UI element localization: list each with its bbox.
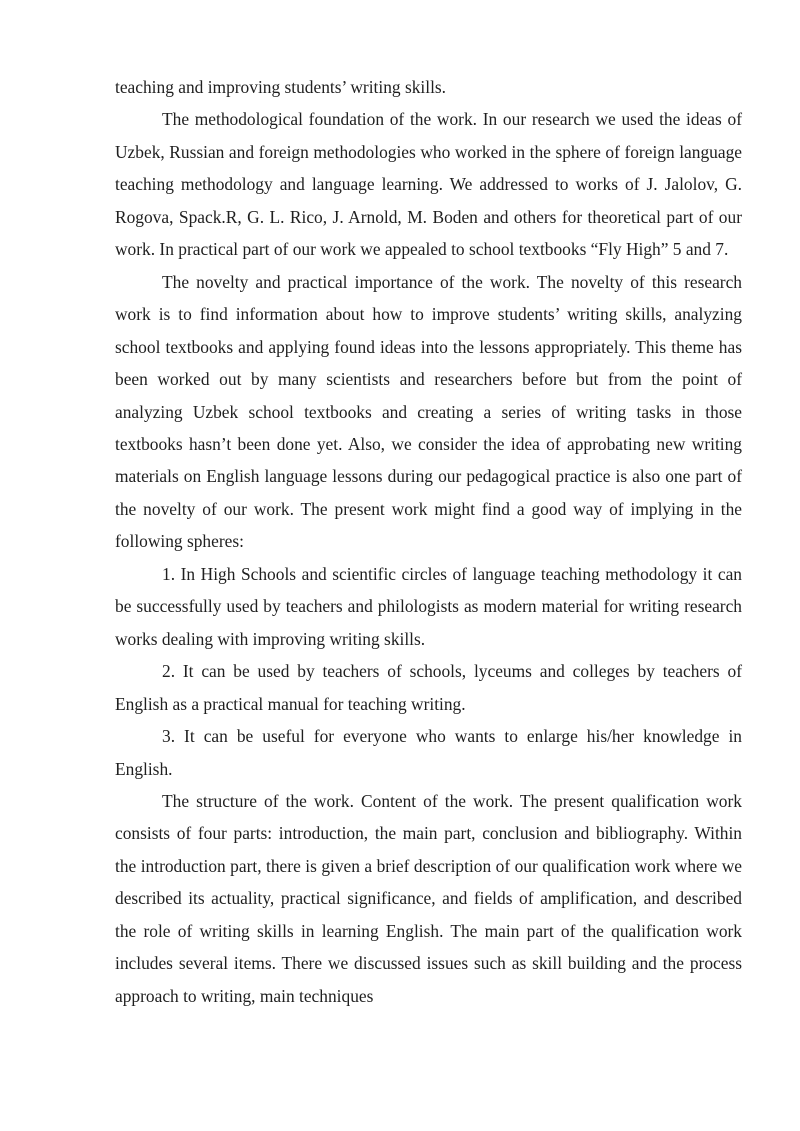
list-item-teachers-manual: 2. It can be used by teachers of schools, lyceums and colleges by teachers of English as a practical manual for teaching writing.: [115, 661, 742, 714]
document-body: [115, 71, 742, 1012]
list-item-high-schools: 1. In High Schools and scientific circles of language teaching methodology it can be successfully used by teachers and philologists as modern material for writing research works dealing with improving writing skills.: [115, 563, 742, 649]
list-item-everyone: 3. It can be useful for everyone who wants to enlarge his/her knowledge in English.: [115, 726, 742, 779]
paragraph-continuation: teaching and improving students’ writing skills.: [115, 77, 447, 97]
paragraph-methodological-foundation: The methodological foundation of the work. In our research we used the ideas of Uzbek, Russian and foreign methodologies who worked in the sphere of foreign language teaching methodology and language learning. We addressed to works of J. Jalolov, G. Rogova, Spack.R, G. L. Rico, J. Arnold, M. Boden and others for theoretical part of our work. In practical part of our work we appealed to school textbooks “Fly High” 5 and 7.: [115, 109, 742, 260]
paragraph-structure-of-work: The structure of the work. Content of the work. The present qualification work consists of four parts: introduction, the main part, conclusion and bibliography. Within the introduction part, there is given a brief description of our qualification work where we described its actuality, practical significance, and fields of amplification, and described the role of writing skills in learning English. The main part of the qualification work includes several items. There we discussed issues such as skill building and the process approach to writing, main techniques: [115, 790, 742, 1006]
paragraph-novelty-importance: The novelty and practical importance of the work. The novelty of this research work is to find information about how to improve students’ writing skills, analyzing school textbooks and applying found ideas into the lessons appropriately. This theme has been worked out by many scientists and researchers before but from the point of analyzing Uzbek school textbooks and creating a series of writing tasks in those textbooks hasn’t been done yet. Also, we consider the idea of approbating new writing materials on English language lessons during our pedagogical practice is also one part of the novelty of our work. The present work might find a good way of implying in the following spheres:: [115, 271, 742, 552]
